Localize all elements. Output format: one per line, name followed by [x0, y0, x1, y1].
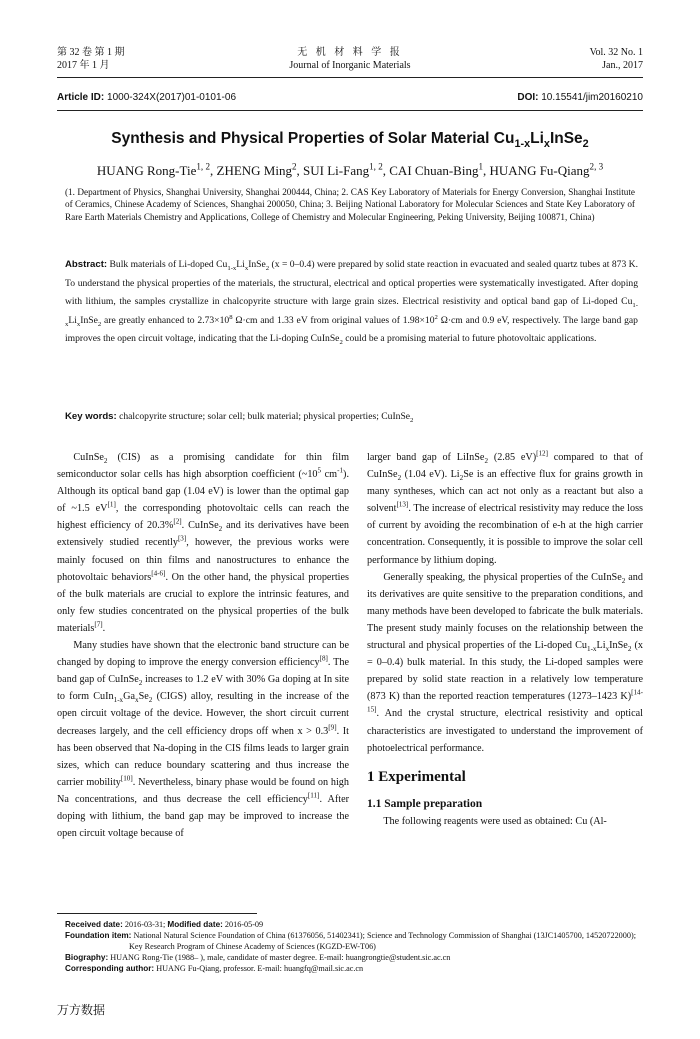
sub-run: 2 — [621, 576, 626, 585]
author — [389, 163, 489, 178]
title-sub: x — [543, 138, 550, 151]
text-run: and its derivatives have been extensively studied recently — [57, 520, 350, 549]
sub-run: 2 — [218, 525, 223, 534]
text-run: compared to that of CuInSe — [367, 452, 643, 481]
citation: [11] — [307, 791, 320, 800]
keywords-label: Key words: — [65, 411, 117, 422]
abstract-text: Bulk materials of Li-doped Cu — [107, 259, 228, 270]
text-run: Many studies have shown that the electronic band structure can be changed by doping to improve the energy conversion efficiency — [57, 640, 349, 669]
author-sep: , — [483, 163, 490, 178]
citation: [13] — [396, 500, 409, 509]
author-name: HUANG Fu-Qiang — [489, 163, 590, 178]
database-watermark: 万方数据 — [57, 1003, 106, 1017]
footnote-label: Corresponding author: — [65, 964, 155, 973]
footnote-biography — [65, 952, 638, 963]
paragraph — [367, 569, 643, 757]
text-run: (1.04 eV). Li — [401, 469, 460, 481]
title-text: Synthesis and Physical Properties of Solar Material Cu — [111, 130, 515, 147]
author-sep: , — [210, 163, 217, 178]
doi — [517, 92, 643, 103]
sub-run: 1-x — [587, 645, 597, 654]
abstract-text: InSe — [80, 314, 98, 326]
text-run: . On the other hand, the physical properties of the bulk materials are crucial to explore the intrinsic features, and only few studies concentrated on the physical properties of the bulk materials — [57, 571, 349, 634]
footnote-label: Foundation item: — [65, 931, 132, 940]
citation: [3] — [177, 535, 187, 544]
footnote-text: 2016-03-31; — [122, 920, 168, 929]
citation: [4-6] — [151, 569, 166, 578]
citation: [1] — [107, 500, 116, 509]
paragraph: The following reagents were used as obtained: Cu (Al- — [383, 815, 607, 827]
article-id — [57, 92, 236, 103]
sup-run: 5 — [317, 466, 322, 475]
text-run: . And the crystal structure, electrical resistivity and optical characteristics are investigated to understand the improvement of photoelectrical performance. — [367, 708, 643, 754]
text-run: larger band gap of LiInSe — [367, 452, 485, 463]
subsection-heading: 1.1 Sample preparation — [367, 797, 483, 810]
keywords — [65, 411, 638, 422]
footnote-text: 2016-05-09 — [222, 920, 264, 929]
text-run: (2.85 eV) — [488, 452, 537, 463]
text-run: . After doping with lithium, the band gap may be improved to increase the open circuit voltage because of — [57, 793, 349, 840]
title-sub: 2 — [582, 138, 589, 151]
citation: [10] — [120, 774, 133, 783]
paper-title — [57, 130, 643, 151]
keywords-sub: 2 — [410, 416, 414, 424]
author — [97, 163, 217, 178]
footnote-label: Modified date: — [167, 920, 223, 929]
citation: [12] — [536, 449, 548, 458]
citation: [8] — [319, 654, 328, 663]
abstract-text: Li — [236, 259, 245, 270]
text-run: . CuInSe — [181, 520, 219, 532]
title-text: InSe — [549, 130, 583, 147]
title-text: Li — [530, 130, 544, 147]
abstract-text: InSe — [248, 259, 266, 270]
text-run: cm — [321, 469, 338, 481]
footnote-label: Received date: — [65, 920, 123, 929]
citation: [9] — [328, 723, 337, 732]
text-run: (CIS) as a promising candidate for thin film semiconductor solar cells has high absorption coefficient (~10 — [57, 452, 349, 481]
sub-run: 2 — [459, 474, 464, 483]
doi-label: DOI: — [517, 92, 539, 103]
citation: [7] — [94, 620, 103, 629]
abstract-sub: 1-x — [65, 302, 638, 328]
sub-run: 2 — [627, 645, 632, 654]
sub-run: 2 — [103, 457, 108, 466]
author-name: ZHENG Ming — [216, 163, 292, 178]
text-run: . The band gap of CuInSe — [57, 657, 350, 686]
author-affil: 1, 2 — [196, 161, 211, 172]
journal-name-en: Journal of Inorganic Materials — [289, 60, 411, 71]
abstract-sup: 8 — [229, 313, 233, 321]
body-column-right — [367, 449, 643, 830]
header-rule — [57, 77, 643, 78]
journal-name-cn: 无 机 材 料 学 报 — [297, 47, 403, 58]
text-run: , however, the previous works were mainly focused on thin films and nanostructures to enhance the photovoltaic behaviors — [57, 537, 349, 583]
article-id-value: 1000-324X(2017)01-0101-06 — [107, 92, 237, 103]
header-date-line: 2017 年 1 月 — [57, 60, 110, 71]
sub-run: x — [605, 645, 610, 654]
text-run: CuInSe — [73, 452, 104, 463]
sub-run: 1-x — [113, 696, 124, 705]
abstract-sub: 2 — [265, 264, 270, 272]
footnote-corresponding — [65, 963, 638, 974]
author-list — [57, 163, 643, 179]
text-run: Generally speaking, the physical properties of the CuInSe — [383, 571, 622, 583]
text-run: ). Although its optical band gap (1.04 eV) is lower than the optimal gap of ~1.5 eV — [57, 469, 349, 515]
author-name: SUI Li-Fang — [303, 163, 370, 178]
abstract-text: Ω·cm and 0.9 eV, respectively. The large band gap improves the open circuit voltage, indicating that the Li-doping CuInSe — [65, 314, 638, 345]
abstract-sub: x — [244, 264, 249, 272]
text-run: . It has been observed that Na-doping in the CIS films leads to larger grain sizes, which can reduce boundary scattering and thus increase the carrier mobility — [57, 725, 349, 788]
header-issue-date: Jan., 2017 — [602, 60, 643, 71]
author-name: HUANG Rong-Tie — [96, 163, 197, 178]
paragraph — [57, 637, 349, 842]
text-run: and its derivatives are quite sensitive to the preparation conditions, and many methods have been developed to fabricate the bulk materials. The present study mainly focuses on the relationship between the structural and physical properties of the Li-doped Cu — [367, 571, 643, 652]
doi-value: 10.15541/jim20160210 — [541, 92, 643, 103]
text-run: Ga — [123, 691, 136, 703]
citation: [14-15] — [367, 688, 643, 715]
abstract-sup: 2 — [434, 313, 438, 321]
abstract-label: Abstract: — [65, 259, 108, 270]
text-run: InSe — [609, 640, 628, 652]
text-run: Se is an effective flux for grains growth in many syntheses, which can act not only as a reactant but also a solvent — [367, 469, 643, 515]
footnote-text: National Natural Science Foundation of China (61376056, 51402341); Science and Technology Commission of Shanghai (13JC1405700, 14520722000); Key Research Program of Chinese Academy of Sciences (KGZD-EW-T06) — [129, 931, 636, 951]
author-name: CAI Chuan-Bing — [389, 163, 479, 178]
footnote-foundation — [65, 930, 638, 952]
header-journal — [57, 46, 643, 72]
paragraph — [367, 449, 643, 569]
author-affil: 2 — [291, 161, 297, 172]
abstract-sub: x — [76, 320, 81, 328]
article-id-label: Article ID: — [57, 92, 105, 103]
footnote-label: Biography: — [65, 953, 109, 962]
author — [217, 163, 304, 178]
sup-run: -1 — [337, 466, 344, 475]
abstract — [65, 256, 638, 349]
abstract-text: are greatly enhanced to 2.73×10 — [101, 314, 230, 326]
body-column-left — [57, 449, 349, 842]
text-run: increases to 1.2 eV with 30% Ga doping at In site to form CuIn — [57, 674, 350, 703]
abstract-text: Ω·cm and 1.33 eV from original values of 1.98×10 — [232, 314, 435, 326]
sub-run: 2 — [484, 457, 489, 466]
id-rule — [57, 110, 643, 111]
sub-run: x — [135, 696, 139, 705]
text-run: . The increase of electrical resistivity may reduce the loss of current by avoiding the recombination of e-h at the high carrier concentration. Consequently, it is possible to improve the solar cell performance by lithium doping. — [367, 503, 643, 566]
paragraph — [57, 449, 349, 637]
text-run: (x = 0–0.4) bulk material. In this study, the Li-doped samples were prepared by solid state reaction in a relatively low temperature (873 K) than the reported reaction temperatures (1273–1423 K) — [367, 640, 643, 703]
title-sub: 1-x — [514, 138, 531, 151]
sub-run: 2 — [148, 696, 153, 705]
text-run: . Nevertheless, binary phase would be found on high Na concentrations, and thus decrease the cell efficiency — [57, 776, 349, 805]
text-run: . — [102, 622, 106, 634]
keywords-text: chalcopyrite structure; solar cell; bulk material; physical properties; CuInSe — [116, 411, 411, 422]
text-run: (CIGS) alloy, resulting in the increase of the open circuit voltage of the device. However, the short circuit current decreases largely, and the cell efficiency drops off when x > 0.3 — [57, 691, 349, 737]
running-header — [57, 46, 643, 76]
author-sep: , — [382, 163, 390, 178]
footnote-received — [65, 919, 638, 930]
abstract-sub: 1-x — [227, 264, 237, 272]
text-run: Li — [596, 640, 606, 652]
header-vol-no: Vol. 32 No. 1 — [589, 47, 643, 58]
footnote-text: HUANG Fu-Qiang, professor. E-mail: huangfq@mail.sic.ac.cn — [154, 964, 364, 973]
footnote-rule — [57, 913, 257, 914]
abstract-text: could be a promising material to future photovoltaic applications. — [342, 333, 597, 345]
footnotes — [65, 919, 638, 974]
author-affil: 1 — [478, 161, 484, 172]
abstract-text: (x = 0–0.4) were prepared by solid state reaction in evacuated and sealed quartz tubes at 873 K. To understand the physical properties of the materials, the structural, electrical and optical properties were systematically investigated. After doping with lithium, the samples crystallize in chalcopyrite structure with large grain sizes. Electrical resistivity and optical band gap of Li-doped Cu — [65, 259, 638, 308]
text-run: Se — [138, 691, 149, 703]
abstract-sub: 2 — [339, 339, 343, 347]
author — [490, 163, 604, 178]
author-affil: 1, 2 — [369, 161, 383, 172]
author-sep: , — [296, 163, 304, 178]
citation: [2] — [173, 517, 182, 526]
text-run: , the corresponding photovoltaic cells can reach the highest efficiency of 20.3% — [57, 503, 349, 532]
author-affil: 2, 3 — [589, 161, 604, 172]
affiliations: (1. Department of Physics, Shanghai University, Shanghai 200444, China; 2. CAS Key Laboratory of Materials for Energy Conversion, Shanghai Institute of Ceramics, Chinese Academy of Sciences, Shanghai 200050, China; 3. Beijing National Laboratory for Molecular Sciences and State Key Laboratory of Rare Earth Materials Chemistry and Applications, College of Chemistry and Molecular Engineering, Peking University, Beijing 100871, China) — [65, 187, 635, 222]
section-heading: 1 Experimental — [367, 768, 466, 785]
sub-run: 2 — [397, 474, 402, 483]
footnote-text: HUANG Rong-Tie (1988– ), male, candidate of master degree. E-mail: huangrongtie@student.sic.ac.cn — [108, 953, 451, 962]
header-volume-line: 第 32 卷 第 1 期 — [57, 47, 125, 58]
author — [303, 163, 389, 178]
header-volume-en — [590, 46, 643, 72]
abstract-sub: 2 — [97, 320, 102, 328]
sub-run: 2 — [138, 679, 143, 688]
abstract-text: Li — [68, 314, 77, 326]
